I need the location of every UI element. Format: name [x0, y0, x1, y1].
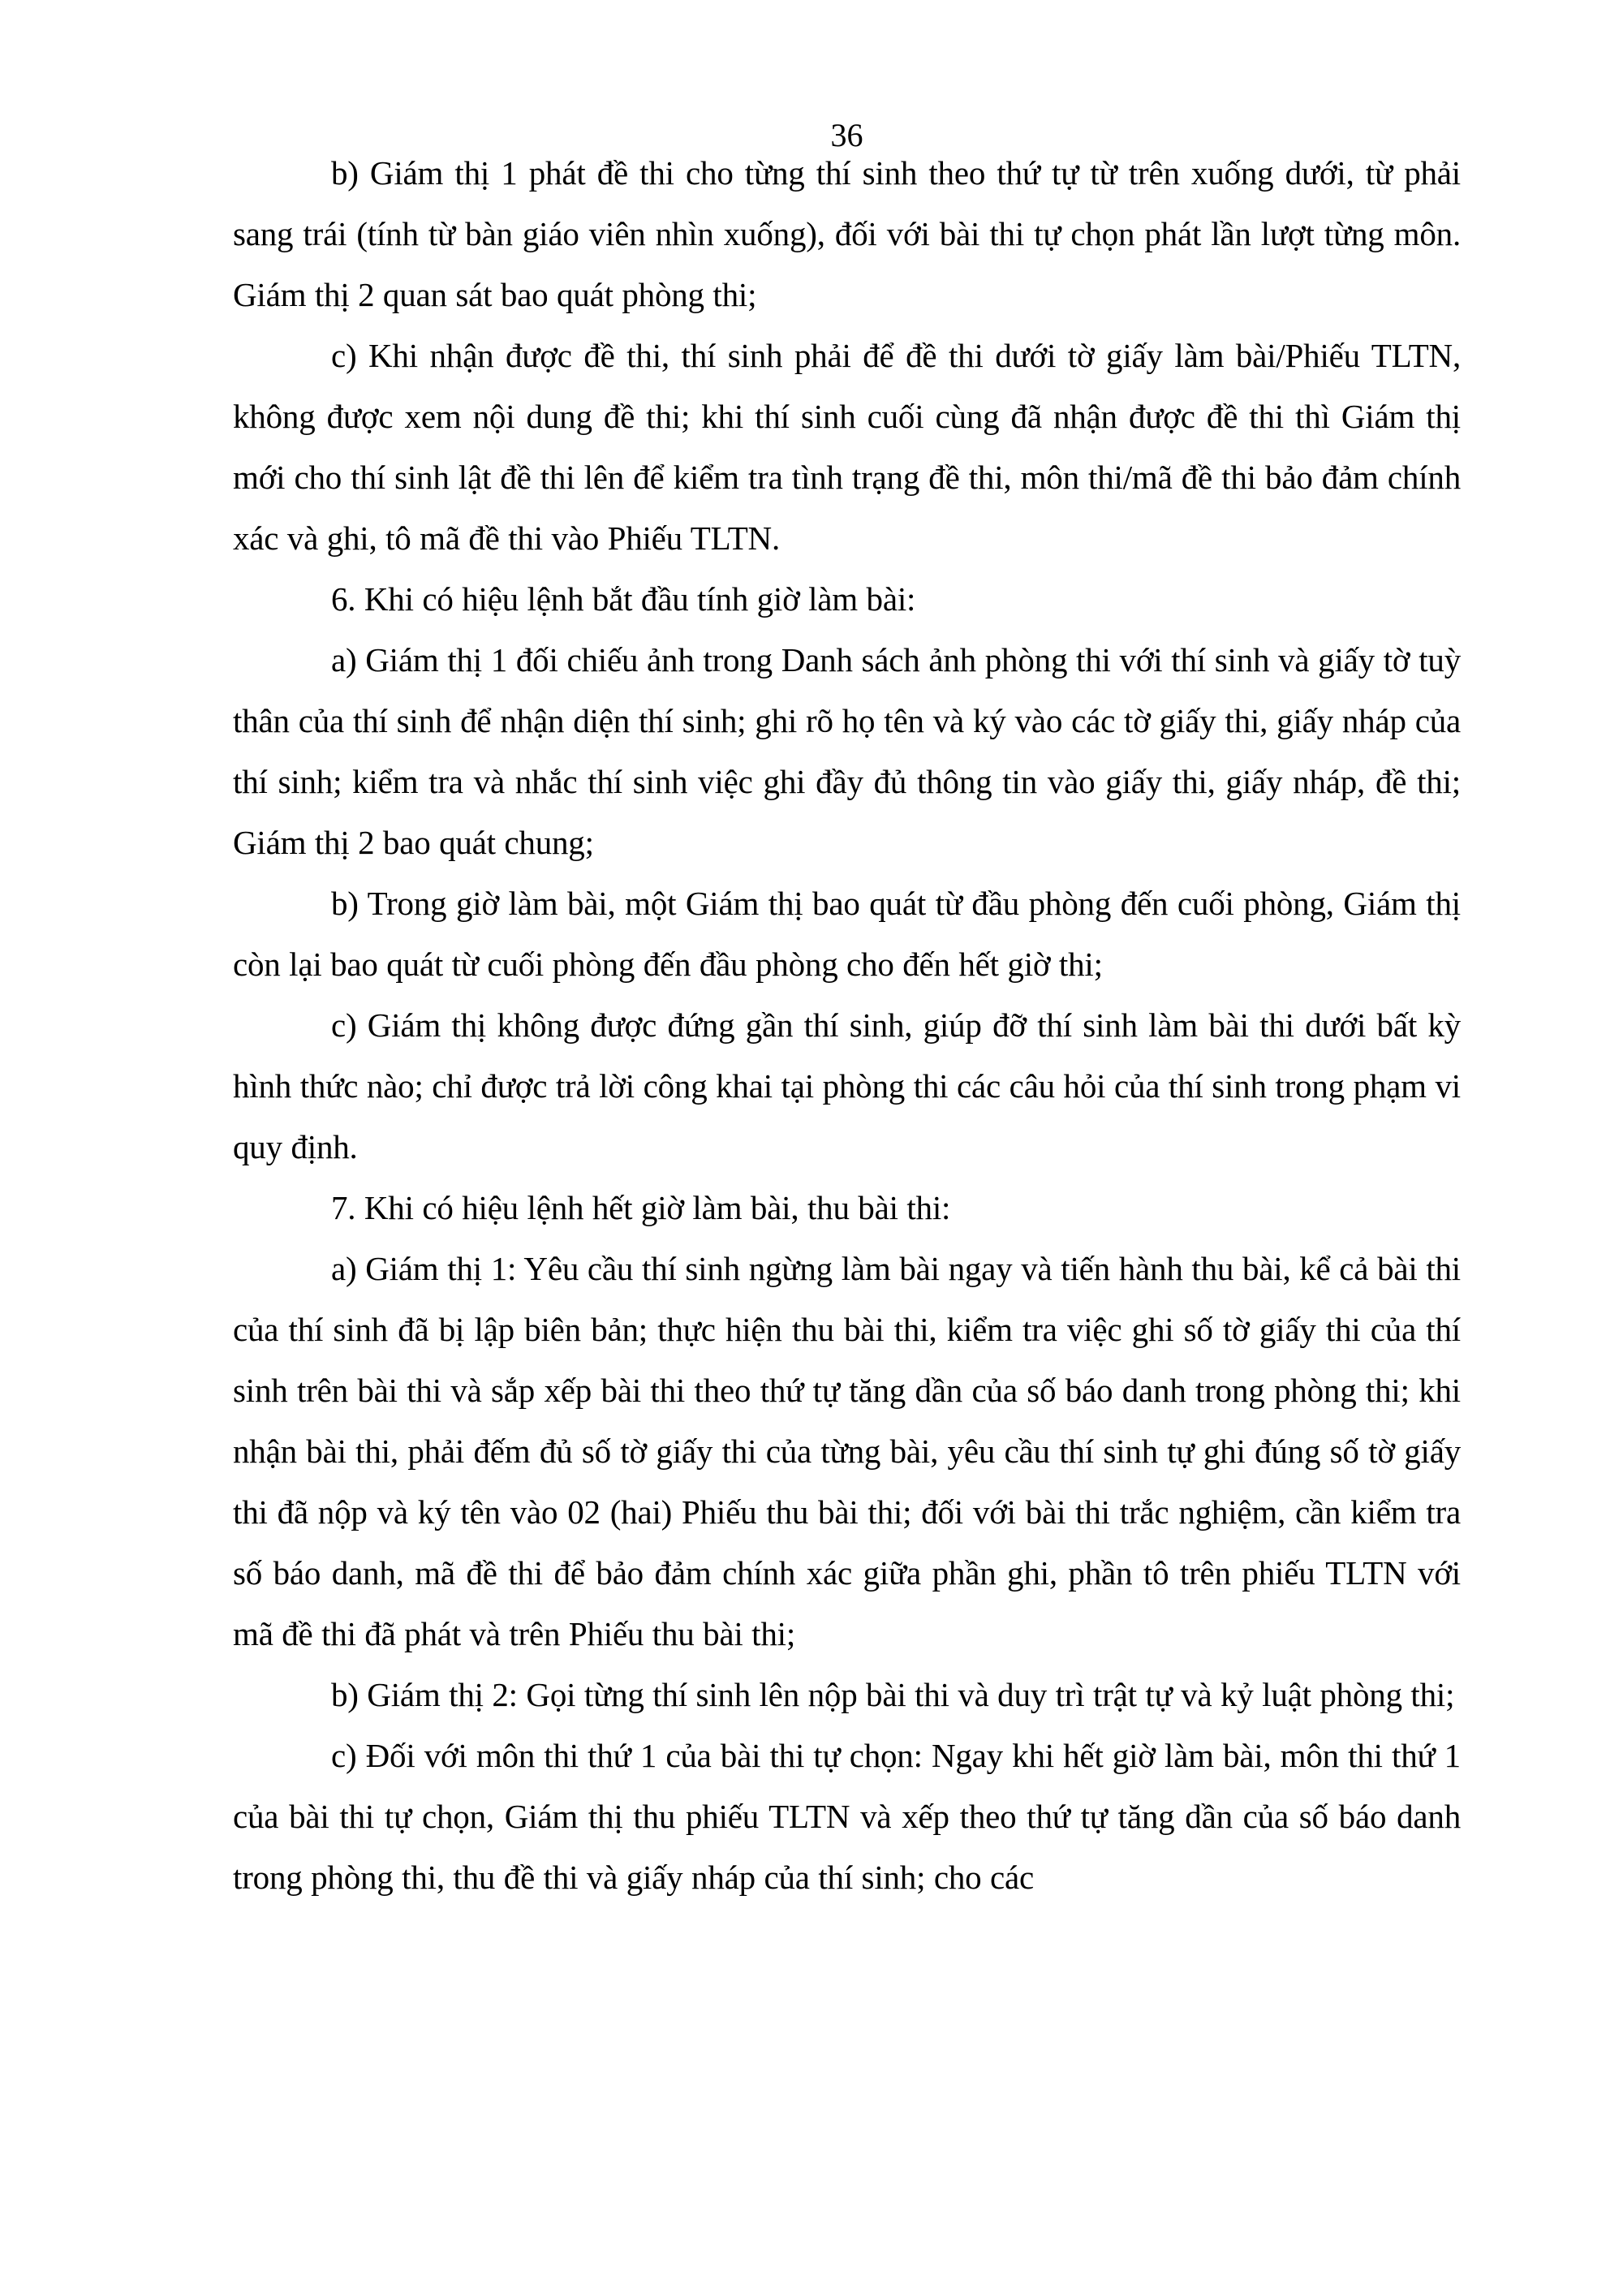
paragraph-7c-elective-subject: c) Đối với môn thi thứ 1 của bài thi tự chọn: Ngay khi hết giờ làm bài, môn thi thứ 1 của bài thi tự chọn, Giám thị thu phiếu TLTN và xếp theo thứ tự tăng dần của số báo danh trong phòng thi, thu đề thi và giấy nháp của thí sinh; cho các — [233, 1737, 1461, 1896]
document-body — [233, 143, 1461, 1908]
paragraph-6b-room-supervision: b) Trong giờ làm bài, một Giám thị bao quát từ đầu phòng đến cuối phòng, Giám thị còn lại bao quát từ cuối phòng đến đầu phòng cho đến hết giờ thi; — [233, 885, 1461, 983]
page-number: 36 — [830, 117, 863, 153]
paragraph-c-receive-exam: c) Khi nhận được đề thi, thí sinh phải để đề thi dưới tờ giấy làm bài/Phiếu TLTN, không được xem nội dung đề thi; khi thí sinh cuối cùng đã nhận được đề thi thì Giám thị mới cho thí sinh lật đề thi lên để kiểm tra tình trạng đề thi, môn thi/mã đề thi bảo đảm chính xác và ghi, tô mã đề thi vào Phiếu TLTN. — [233, 337, 1461, 557]
paragraph-7b-call-students: b) Giám thị 2: Gọi từng thí sinh lên nộp bài thi và duy trì trật tự và kỷ luật phòng thi; — [331, 1676, 1455, 1713]
paragraph-6-start-signal-heading: 6. Khi có hiệu lệnh bắt đầu tính giờ làm bài: — [331, 580, 916, 618]
paragraph-b-distribute-exam: b) Giám thị 1 phát đề thi cho từng thí sinh theo thứ tự từ trên xuống dưới, từ phải sang trái (tính từ bàn giáo viên nhìn xuống), đối với bài thi tự chọn phát lần lượt từng môn. Giám thị 2 quan sát bao quát phòng thi; — [233, 154, 1461, 313]
paragraph-7a-collect-papers: a) Giám thị 1: Yêu cầu thí sinh ngừng làm bài ngay và tiến hành thu bài, kể cả bài thi của thí sinh đã bị lập biên bản; thực hiện thu bài thi, kiểm tra việc ghi số tờ giấy thi của thí sinh trên bài thi và sắp xếp bài thi theo thứ tự tăng dần của số báo danh trong phòng thi; khi nhận bài thi, phải đếm đủ số tờ giấy thi của từng bài, yêu cầu thí sinh tự ghi đúng số tờ giấy thi đã nộp và ký tên vào 02 (hai) Phiếu thu bài thi; đối với bài thi trắc nghiệm, cần kiểm tra số báo danh, mã đề thi để bảo đảm chính xác giữa phần ghi, phần tô trên phiếu TLTN với mã đề thi đã phát và trên Phiếu thu bài thi; — [233, 1250, 1461, 1652]
paragraph-6a-identity-check: a) Giám thị 1 đối chiếu ảnh trong Danh sách ảnh phòng thi với thí sinh và giấy tờ tuỳ thân của thí sinh để nhận diện thí sinh; ghi rõ họ tên và ký vào các tờ giấy thi, giấy nháp của thí sinh; kiểm tra và nhắc thí sinh việc ghi đầy đủ thông tin vào giấy thi, giấy nháp, đề thi; Giám thị 2 bao quát chung; — [233, 641, 1461, 861]
paragraph-6c-proctor-conduct: c) Giám thị không được đứng gần thí sinh, giúp đỡ thí sinh làm bài thi dưới bất kỳ hình thức nào; chỉ được trả lời công khai tại phòng thi các câu hỏi của thí sinh trong phạm vi quy định. — [233, 1006, 1461, 1165]
paragraph-7-end-signal-heading: 7. Khi có hiệu lệnh hết giờ làm bài, thu bài thi: — [331, 1189, 951, 1226]
